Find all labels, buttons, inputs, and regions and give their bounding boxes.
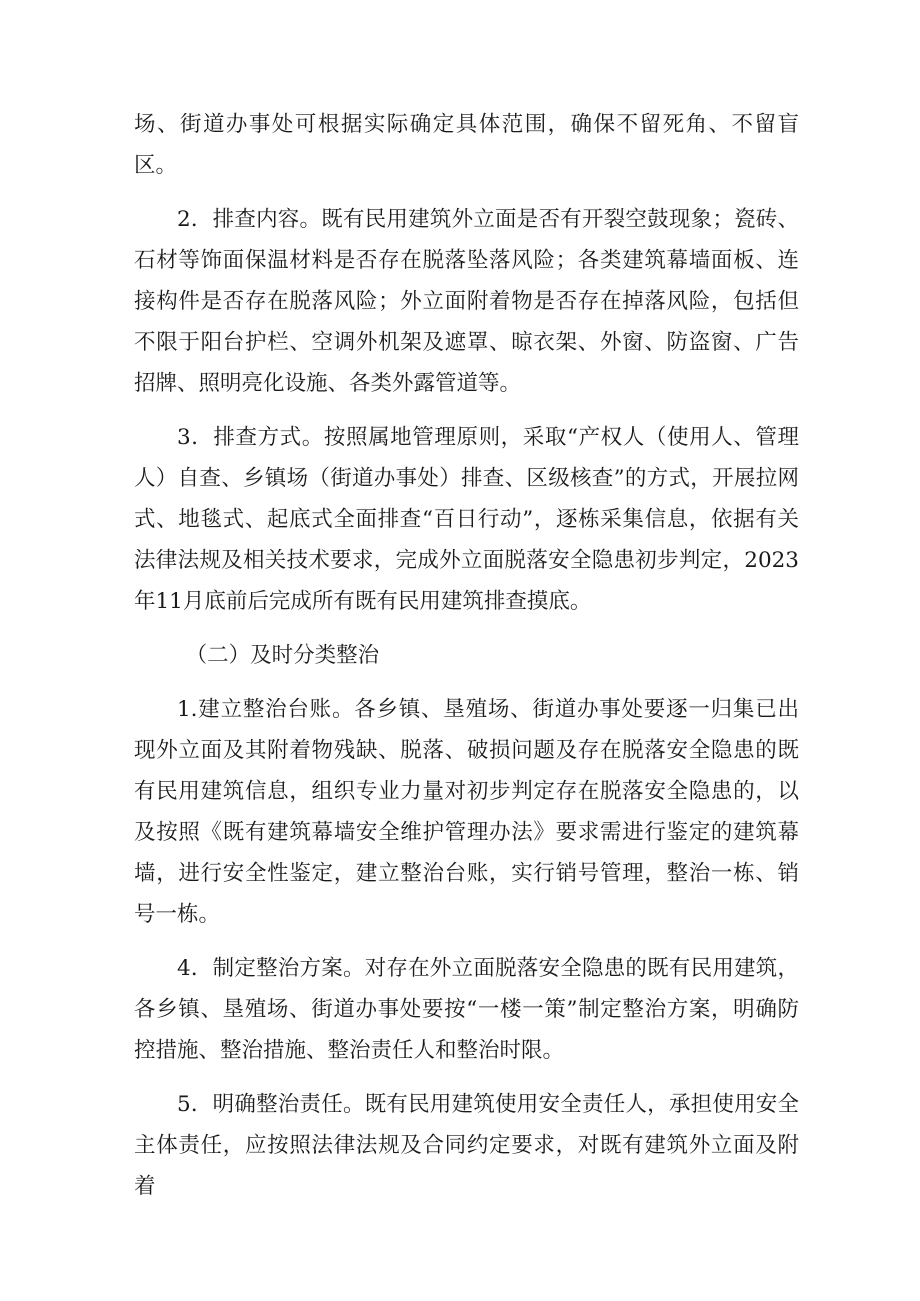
- paragraph-inspection-content: 2．排查内容。既有民用建筑外立面是否有开裂空鼓现象；瓷砖、石材等饰面保温材料是否存在脱落坠落风险；各类建筑幕墙面板、连接构件是否存在脱落风险；外立面附着物是否存在掉落风险，包括但不限于阳台护栏、空调外机架及遮罩、晾衣架、外窗、防盗窗、广告招牌、照明亮化设施、各类外露管道等。: [134, 207, 799, 396]
- section-heading-classified-rectification: （二）及时分类整治: [185, 643, 380, 668]
- paragraph-rectification-ledger: 1.建立整治台账。各乡镇、垦殖场、街道办事处要逐一归集已出现外立面及其附着物残缺、脱落、破损问题及存在脱落安全隐患的既有民用建筑信息，组织专业力量对初步判定存在脱落安全隐患的，以及按照《既有建筑幕墙安全维护管理办法》要求需进行鉴定的建筑幕墙，进行安全性鉴定，建立整治台账，实行销号管理，整治一栋、销号一栋。: [134, 697, 799, 927]
- paragraph-rectification-plan: 4．制定整治方案。对存在外立面脱落安全隐患的既有民用建筑，各乡镇、垦殖场、街道办事处要按“一楼一策”制定整治方案，明确防控措施、整治措施、整治责任人和整治时限。: [134, 956, 799, 1063]
- paragraph-inspection-method: 3．排查方式。按照属地管理原则，采取“产权人（使用人、管理人）自查、乡镇场（街道办事处）排查、区级核查”的方式，开展拉网式、地毯式、起底式全面排查“百日行动”，逐栋采集信息，依据有关法律法规及相关技术要求，完成外立面脱落安全隐患初步判定，2023年11月底前后完成所有既有民用建筑排查摸底。: [134, 425, 799, 614]
- paragraph-scope-continuation: 场、街道办事处可根据实际确定具体范围，确保不留死角、不留盲区。: [134, 112, 799, 178]
- paragraph-rectification-responsibility: 5．明确整治责任。既有民用建筑使用安全责任人，承担使用安全主体责任，应按照法律法规及合同约定要求，对既有建筑外立面及附着: [134, 1092, 799, 1199]
- document-body: [134, 104, 799, 1220]
